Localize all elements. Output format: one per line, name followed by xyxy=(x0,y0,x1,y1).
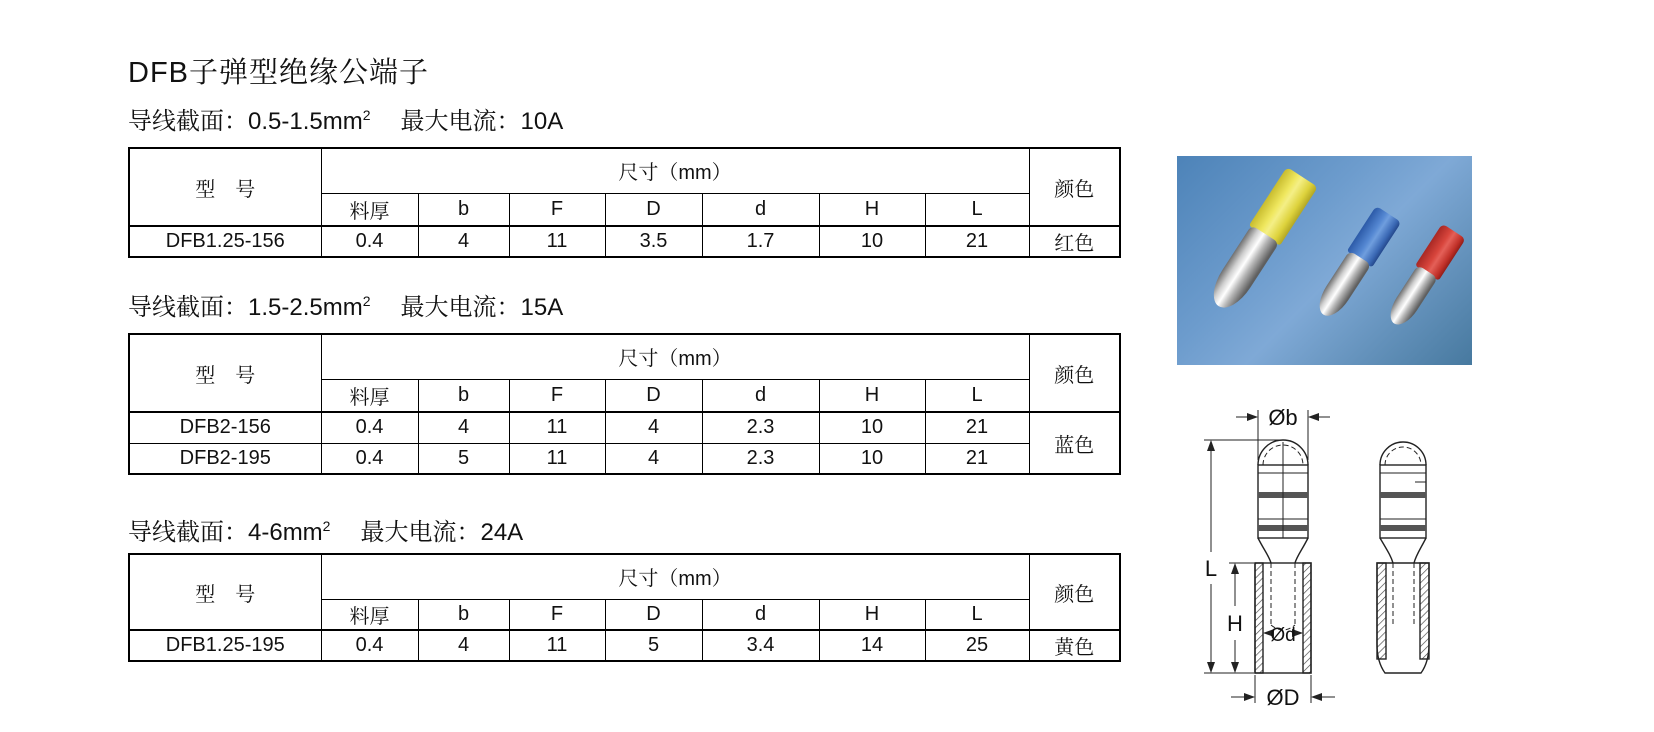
dimension-header: 尺寸（mm） xyxy=(321,148,1029,193)
value-cell: 11 xyxy=(509,412,605,443)
dimension-labels xyxy=(1205,405,1300,710)
dim-label-H: H xyxy=(1227,611,1243,636)
value-cell: 2.3 xyxy=(702,412,819,443)
col-header: H xyxy=(819,599,925,630)
dimension-lines xyxy=(1204,410,1335,703)
superscript-2: 2 xyxy=(322,518,331,534)
max-current: 最大电流：15A xyxy=(400,294,564,321)
col-header: b xyxy=(418,379,509,412)
value-cell: 2.3 xyxy=(702,443,819,474)
color-header: 颜色 xyxy=(1029,148,1120,226)
col-header: d xyxy=(702,599,819,630)
superscript-2: 2 xyxy=(362,107,371,123)
spec-table-1 xyxy=(128,147,1121,258)
section1-subtitle xyxy=(128,101,563,136)
value-cell: 21 xyxy=(925,226,1029,257)
model-cell: DFB2-195 xyxy=(129,443,321,474)
wire-section-range: 4-6mm xyxy=(248,519,323,546)
value-cell: 11 xyxy=(509,443,605,474)
dim-label-b: Øb xyxy=(1268,405,1298,430)
section2-subtitle xyxy=(128,287,563,322)
table-row xyxy=(129,226,1120,257)
color-cell: 黄色 xyxy=(1029,630,1120,661)
col-header: 料厚 xyxy=(321,379,418,412)
terminal-barrel xyxy=(1313,251,1372,322)
model-cell: DFB2-156 xyxy=(129,412,321,443)
col-header: 料厚 xyxy=(321,599,418,630)
value-cell: 4 xyxy=(605,443,702,474)
value-cell: 14 xyxy=(819,630,925,661)
model-header: 型 号 xyxy=(129,554,321,630)
dim-label-d: Ød xyxy=(1270,625,1296,646)
model-header: 型 号 xyxy=(129,148,321,226)
col-header: D xyxy=(605,599,702,630)
model-cell: DFB1.25-195 xyxy=(129,630,321,661)
product-photo xyxy=(1177,156,1472,365)
value-cell: 4 xyxy=(605,412,702,443)
color-header: 颜色 xyxy=(1029,554,1120,630)
value-cell: 25 xyxy=(925,630,1029,661)
wire-section-range: 0.5-1.5mm xyxy=(248,108,363,135)
value-cell: 10 xyxy=(819,226,925,257)
col-header: H xyxy=(819,193,925,226)
table-row xyxy=(129,630,1120,661)
value-cell: 5 xyxy=(418,443,509,474)
value-cell: 3.4 xyxy=(702,630,819,661)
col-header: F xyxy=(509,379,605,412)
col-header: D xyxy=(605,379,702,412)
dimension-header: 尺寸（mm） xyxy=(321,334,1029,379)
col-header: D xyxy=(605,193,702,226)
value-cell: 11 xyxy=(509,226,605,257)
col-header: b xyxy=(418,599,509,630)
terminal-barrel xyxy=(1384,265,1438,330)
dim-label-L: L xyxy=(1204,556,1218,581)
value-cell: 10 xyxy=(819,443,925,474)
value-cell: 10 xyxy=(819,412,925,443)
dimension-header: 尺寸（mm） xyxy=(321,554,1029,599)
col-header: L xyxy=(925,379,1029,412)
color-header: 颜色 xyxy=(1029,334,1120,412)
col-header: d xyxy=(702,193,819,226)
value-cell: 21 xyxy=(925,412,1029,443)
wire-section-label: 导线截面： xyxy=(128,294,248,321)
col-header: L xyxy=(925,599,1029,630)
terminal-barrel xyxy=(1204,225,1279,315)
technical-drawing xyxy=(1130,392,1470,732)
value-cell: 3.5 xyxy=(605,226,702,257)
model-cell: DFB1.25-156 xyxy=(129,226,321,257)
value-cell: 5 xyxy=(605,630,702,661)
max-current: 最大电流：24A xyxy=(360,519,524,546)
value-cell: 21 xyxy=(925,443,1029,474)
table-row xyxy=(129,412,1120,443)
model-header: 型 号 xyxy=(129,334,321,412)
value-cell: 4 xyxy=(418,412,509,443)
col-header: F xyxy=(509,193,605,226)
color-cell: 红色 xyxy=(1029,226,1120,257)
col-header: F xyxy=(509,599,605,630)
superscript-2: 2 xyxy=(362,293,371,309)
terminal-yellow xyxy=(1199,166,1319,320)
wire-section-range: 1.5-2.5mm xyxy=(248,294,363,321)
value-cell: 0.4 xyxy=(321,226,418,257)
col-header: L xyxy=(925,193,1029,226)
terminal-red xyxy=(1379,223,1466,335)
value-cell: 0.4 xyxy=(321,412,418,443)
table-row xyxy=(129,443,1120,474)
dim-label-D: ØD xyxy=(1266,685,1300,710)
value-cell: 11 xyxy=(509,630,605,661)
col-header: b xyxy=(418,193,509,226)
value-cell: 0.4 xyxy=(321,630,418,661)
wire-section-label: 导线截面： xyxy=(128,108,248,135)
value-cell: 4 xyxy=(418,226,509,257)
value-cell: 1.7 xyxy=(702,226,819,257)
section3-subtitle xyxy=(128,512,523,547)
page-title: DFB子弹型绝缘公端子 xyxy=(128,57,430,89)
col-header: d xyxy=(702,379,819,412)
spec-table-2 xyxy=(128,333,1121,475)
value-cell: 0.4 xyxy=(321,443,418,474)
max-current: 最大电流：10A xyxy=(400,108,564,135)
spec-table-3 xyxy=(128,553,1121,662)
col-header: H xyxy=(819,379,925,412)
value-cell: 4 xyxy=(418,630,509,661)
wire-section-label: 导线截面： xyxy=(128,519,248,546)
col-header: 料厚 xyxy=(321,193,418,226)
side-view xyxy=(1377,442,1429,673)
color-cell: 蓝色 xyxy=(1029,412,1120,474)
